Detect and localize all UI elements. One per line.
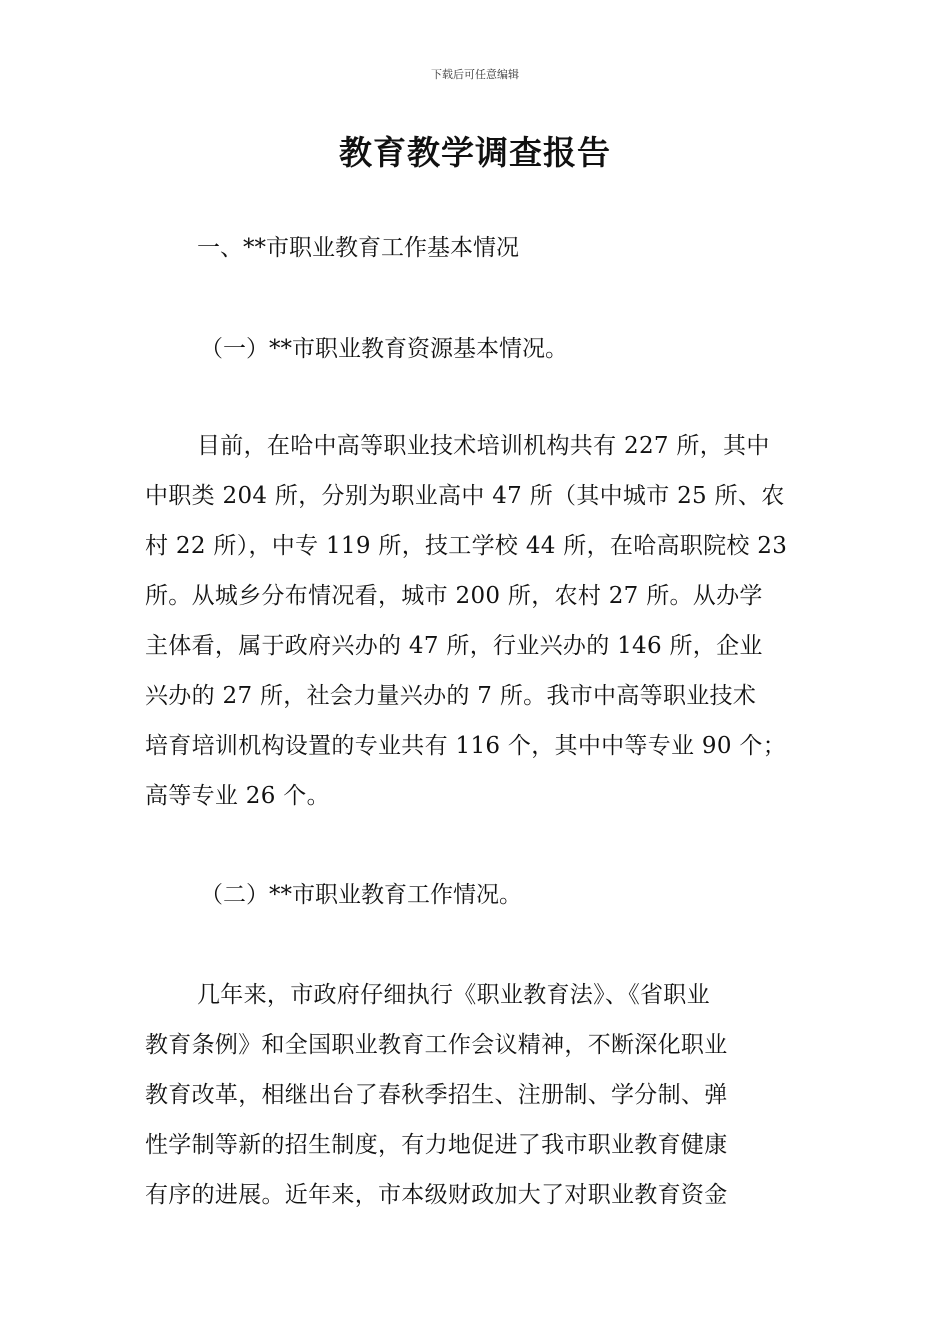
paragraph-line: 几年来，市政府仔细执行《职业教育法》、《省职业 <box>197 982 710 1008</box>
paragraph-line: 性学制等新的招生制度，有力地促进了我市职业教育健康 <box>145 1132 728 1158</box>
paragraph-line: 目前，在哈中高等职业技术培训机构共有 227 所，其中 <box>197 433 770 459</box>
paragraph-2 <box>145 970 825 1220</box>
paragraph-line: 主体看，属于政府兴办的 47 所，行业兴办的 146 所，企业 <box>145 633 763 659</box>
paragraph-line: 所。从城乡分布情况看，城市 200 所，农村 27 所。从办学 <box>145 583 763 609</box>
paragraph-line: 高等专业 26 个。 <box>145 783 330 809</box>
paragraph-line: 兴办的 27 所，社会力量兴办的 7 所。我市中高等职业技术 <box>145 683 757 709</box>
document-title: 教育教学调查报告 <box>339 133 611 172</box>
paragraph-line: 教育条例》和全国职业教育工作会议精神，不断深化职业 <box>145 1032 728 1058</box>
paragraph-line: 教育改革，相继出台了春秋季招生、注册制、学分制、弹 <box>145 1082 728 1108</box>
section-heading-1: 一、**市职业教育工作基本情况 <box>197 235 519 261</box>
subsection-heading-2: （二）**市职业教育工作情况。 <box>200 882 522 908</box>
paragraph-line: 培育培训机构设置的专业共有 116 个，其中中等专业 90 个； <box>145 733 787 759</box>
paragraph-line: 村 22 所），中专 119 所，技工学校 44 所，在哈高职院校 23 <box>145 533 788 559</box>
subsection-heading-1: （一）**市职业教育资源基本情况。 <box>200 336 568 362</box>
paragraph-1 <box>145 421 825 821</box>
paragraph-line: 有序的进展。近年来，市本级财政加大了对职业教育资金 <box>145 1182 728 1208</box>
paragraph-line: 中职类 204 所，分别为职业高中 47 所（其中城市 25 所、农 <box>145 483 785 509</box>
header-note: 下载后可任意编辑 <box>431 68 519 81</box>
